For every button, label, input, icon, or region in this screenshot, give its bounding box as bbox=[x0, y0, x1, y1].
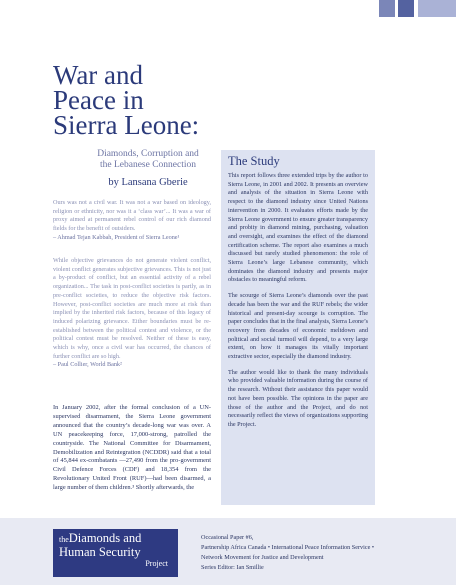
logo-diamonds: Diamonds and bbox=[68, 531, 142, 545]
body-text bbox=[53, 404, 211, 493]
quote-attribution: – Paul Collier, World Bank² bbox=[53, 361, 122, 369]
logo-human-security: Human Security bbox=[59, 545, 141, 559]
info-line: Partnership Africa Canada • International Peace Information Service • bbox=[201, 544, 375, 551]
corner-decoration-block bbox=[418, 0, 456, 17]
quote-text: Ours was not a civil war. It was not a war based on ideology, religion or ethnicity, nor was it a ‘class war’... It was a war of proxy aimed at permanent rebel control of our rich diamond fields for the benefit of outsiders. bbox=[53, 199, 211, 233]
author-byline: by Lansana Gberie bbox=[108, 177, 188, 188]
study-paragraph: The scourge of Sierra Leone’s diamonds over the past decade has been the war and the RUF rebels; the wider historical and present-day scourge is corruption. The paper concludes that in the final analysis, Sierra Leone’s recovery from decades of economic meltdown and political and social turmoil will depend, to a very large extent, on how it manages its vitally important extractive sector, especially the diamond industry. bbox=[228, 292, 368, 361]
info-line: Series Editor: Ian Smillie bbox=[201, 564, 264, 571]
body-paragraph: In January 2002, after the formal conclusion of a UN-supervised disarmament, the Sierra Leone government announced that the country’s decade-long war was over. A UN peacekeeping force, 17,000-strong, patrolled the countryside. The National Committee for Disarmament, Demobilization and Reintegration (NCDDR) said that a total of 45,844 ex-combatants —27,490 from the pro-government Civil Defence Forces (CDF) and 18,354 from the Revolutionary United Front (RUF)—had been disarmed, a large number of them children.³ Shortly afterwards, the bbox=[53, 404, 211, 492]
subtitle-line: Diamonds, Corruption and bbox=[97, 149, 199, 159]
corner-decoration-block bbox=[398, 0, 414, 17]
study-paragraph: The author would like to thank the many individuals who provided valuable information during the course of the research. Without their assistance this paper would not have been possible. The opinions in the paper are those of the author and the Project, and do not necessarily reflect the views of organizations supporting the Project. bbox=[228, 368, 368, 428]
info-line: Network Movement for Justice and Development bbox=[201, 554, 324, 561]
subtitle-line: the Lebanese Connection bbox=[99, 160, 197, 170]
subtitle bbox=[74, 149, 222, 171]
page-title bbox=[53, 60, 223, 140]
title-line: Peace in bbox=[53, 85, 144, 115]
study-paragraph: This report follows three extended trips by the author to Sierra Leone, in 2001 and 2002. It presents an overview and analysis of the situation in Sierra Leone with respect to the diamond industry since United Nations intervention in 2000. It evaluates efforts made by the Sierra Leone government to ensure greater transparency and probity in diamond mining, purchasing, valuation and oversight, and examines the effect of the diamond certification scheme. The report also examines a much discussed but rarely studied phenomenon: the role of Sierra Leone’s large Lebanese community, which dominates the diamond industry and presents major obstacles to meaningful reform. bbox=[228, 172, 368, 284]
quote-attribution: – Ahmad Tejan Kabbah, President of Sierra Leone¹ bbox=[53, 233, 180, 241]
logo-line bbox=[59, 532, 172, 546]
logo-project: Project bbox=[145, 559, 168, 568]
project-logo bbox=[53, 529, 178, 577]
corner-decoration-block bbox=[379, 0, 395, 17]
epigraph-quote-2 bbox=[53, 257, 211, 370]
info-line: Occasional Paper #6, bbox=[201, 534, 254, 541]
logo-the: the bbox=[59, 535, 69, 544]
title-line: War and bbox=[53, 60, 144, 90]
title-line: Sierra Leone: bbox=[53, 110, 200, 140]
study-sidebar bbox=[221, 150, 375, 505]
epigraph-quote-1 bbox=[53, 199, 211, 243]
quote-text: While objective grievances do not generate violent conflict, violent conflict generates subjective grievances. This is not just a by-product of conflict, but an essential activity of a rebel organization... The task in post-conflict societies is partly, as in pre-conflict societies, to reduce the objective risk factors. However, post-conflict societies are much more at risk than implied by the inherited risk factors, because of this legacy of induced polarizing grievance. Either boundaries must be re-established between the political contest and violence, or the political contest must be resolved. Neither of these is easy, which is why, once a civil war has occurred, the chances of further conflict are so high. bbox=[53, 257, 211, 360]
publication-info bbox=[201, 533, 451, 573]
study-title: The Study bbox=[228, 154, 280, 168]
